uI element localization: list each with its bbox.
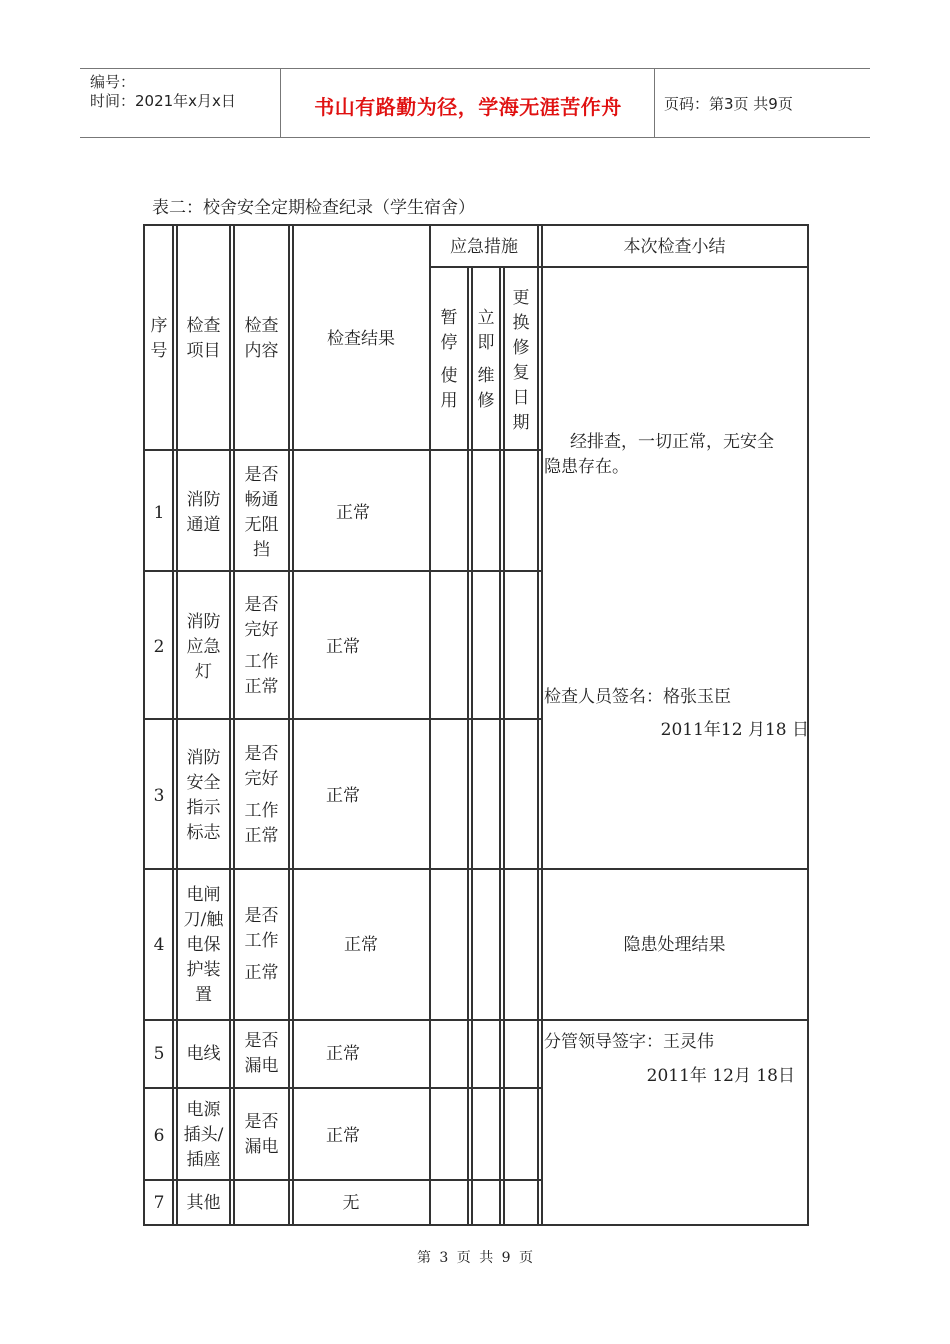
grid-line xyxy=(541,224,543,1226)
row-7-result: 无 xyxy=(342,1193,360,1213)
header-pause: 暂 停 使 用 xyxy=(440,308,458,411)
grid-line xyxy=(143,570,541,572)
header-summary: 本次检查小结 xyxy=(623,237,726,257)
header-divider xyxy=(654,69,655,137)
table-border xyxy=(143,1224,809,1226)
row-4-item: 电闸 刀/触 电保 护装 置 xyxy=(183,885,224,1005)
inspection-table xyxy=(143,224,809,1226)
row-3-result: 正常 xyxy=(326,786,360,806)
row-4-no: 4 xyxy=(153,935,165,955)
page-footer: 第 3 页 共 9 页 xyxy=(416,1250,534,1266)
row-2-content: 是否 完好 工作 正常 xyxy=(244,595,279,697)
row-5-content: 是否 漏电 xyxy=(244,1031,279,1076)
row-6-item: 电源 插头/ 插座 xyxy=(183,1100,224,1170)
grid-line xyxy=(143,1087,541,1089)
grid-line xyxy=(143,718,541,720)
header-divider xyxy=(280,69,281,137)
row-6-result: 正常 xyxy=(326,1126,360,1146)
row-4-content: 是否 工作 正常 xyxy=(244,906,279,983)
row-7-no: 7 xyxy=(153,1193,165,1213)
grid-line xyxy=(143,1179,541,1181)
header-content: 检查 内容 xyxy=(244,316,279,361)
time-line: 时间：2021年x月x日 xyxy=(90,92,236,110)
row-1-content: 是否 畅通 无阻 挡 xyxy=(244,465,279,560)
row-2-result: 正常 xyxy=(326,637,360,657)
grid-line xyxy=(229,224,231,1226)
header-result: 检查结果 xyxy=(327,329,395,349)
table-border xyxy=(143,224,809,226)
row-1-result: 正常 xyxy=(336,503,370,523)
row-3-content: 是否 完好 工作 正常 xyxy=(244,744,279,846)
inspector-date: 2011年12 月18 日 xyxy=(660,720,809,740)
row-3-no: 3 xyxy=(153,786,165,806)
row-6-content: 是否 漏电 xyxy=(244,1112,279,1157)
header-meta xyxy=(90,73,280,111)
motto: 书山有路勤为径，学海无涯苦作舟 xyxy=(314,95,622,119)
hazard-result-header: 隐患处理结果 xyxy=(623,935,726,955)
header-emergency: 应急措施 xyxy=(450,237,518,257)
table-border xyxy=(143,224,145,1226)
leader-date: 2011年 12月 18日 xyxy=(646,1066,795,1086)
grid-line xyxy=(143,449,541,451)
row-5-result: 正常 xyxy=(326,1044,360,1064)
summary-text: 经排查，一切正常，无安全 隐患存在。 xyxy=(544,432,774,477)
row-5-no: 5 xyxy=(153,1044,165,1064)
row-2-no: 2 xyxy=(153,637,165,657)
grid-line xyxy=(172,224,174,1226)
row-3-item: 消防 安全 指示 标志 xyxy=(186,748,221,843)
row-5-item: 电线 xyxy=(186,1044,221,1064)
row-2-item: 消防 应急 灯 xyxy=(186,612,221,682)
header-item: 检查 项目 xyxy=(186,316,221,361)
page-indicator: 页码：第3页 共9页 xyxy=(664,95,793,113)
row-4-result: 正常 xyxy=(344,935,378,955)
grid-line xyxy=(429,266,807,268)
grid-line xyxy=(143,1019,809,1021)
header-repair: 立 即 维 修 xyxy=(477,308,495,411)
grid-line xyxy=(292,224,294,1226)
leader-signature: 分管领导签字：王灵伟 xyxy=(544,1032,714,1052)
header-seq: 序 号 xyxy=(150,316,168,361)
row-1-item: 消防 通道 xyxy=(186,490,221,535)
row-1-no: 1 xyxy=(153,503,165,523)
inspector-signature: 检查人员签名：格张玉臣 xyxy=(544,687,731,707)
grid-line xyxy=(176,224,178,1226)
row-7-item: 其他 xyxy=(186,1193,221,1213)
header-replace: 更 换 修 复 日 期 xyxy=(512,288,530,433)
row-6-no: 6 xyxy=(153,1126,165,1146)
page-header xyxy=(80,68,870,138)
number-label: 编号： xyxy=(90,73,136,91)
grid-line xyxy=(143,868,809,870)
table-caption: 表二：校舍安全定期检查纪录（学生宿舍） xyxy=(152,198,475,218)
